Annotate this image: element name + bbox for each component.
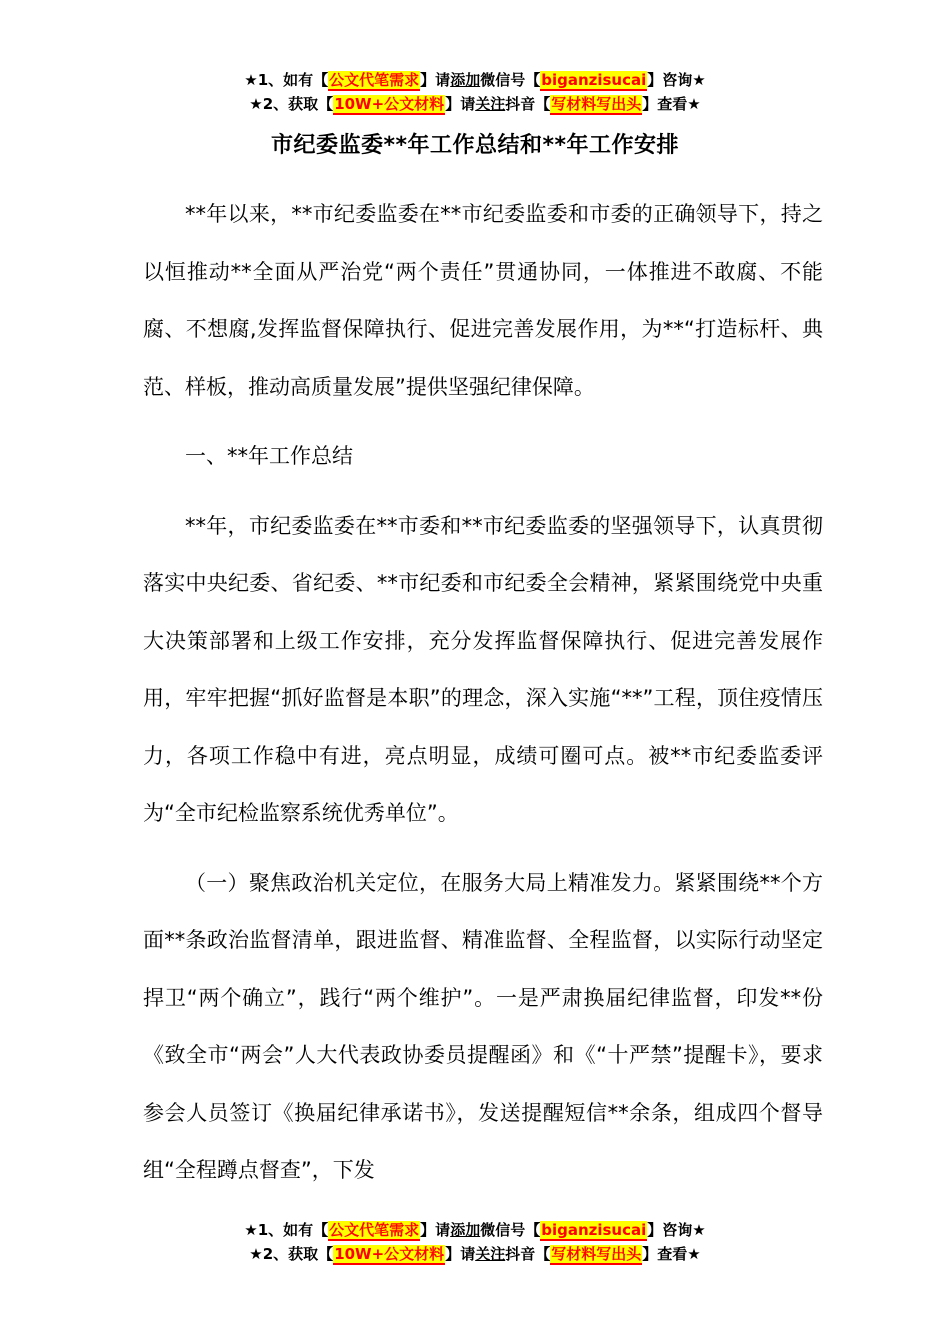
highlight-wechat-id: biganzisucai bbox=[541, 1221, 647, 1239]
promo-line-2: ★2、获取【10W+公文材料】请关注抖音【写材料写出头】查看★ bbox=[249, 1245, 701, 1263]
promo-line-1: ★1、如有【公文代笔需求】请添加微信号【biganzisucai】咨询★ bbox=[244, 71, 706, 89]
paragraph-summary: **年，市纪委监委在**市委和**市纪委监委的坚强领导下，认真贯彻落实中央纪委、省纪委、**市纪委和市纪委全会精神，紧紧围绕党中央重大决策部署和上级工作安排，充分发挥监督保障执行、促进完善发展作用，牢牢把握“抓好监督是本职”的理念，深入实施“**”工程，顶住疫情压力，各项工作稳中有进，亮点明显，成绩可圈可点。被**市纪委监委评为“全市纪检监察系统优秀单位”。 bbox=[143, 513, 823, 825]
section-heading: 一、**年工作总结 bbox=[185, 444, 353, 468]
paragraph-subsection-1: （一）聚焦政治机关定位，在服务大局上精准发力。紧紧围绕**个方面**条政治监督清单，跟进监督、精准监督、全程监督，以实际行动坚定捍卫“两个确立”，践行“两个维护”。一是严肃换届纪律监督，印发**份《致全市“两会”人大代表政协委员提醒函》和《“十严禁”提醒卡》，要求参会人员签订《换届纪律承诺书》，发送提醒短信**余条，组成四个督导组“全程蹲点督查”，下发 bbox=[143, 870, 823, 1182]
highlight-douyin-account: 写材料写出头 bbox=[551, 1245, 642, 1263]
highlight-materials: 10W+公文材料 bbox=[334, 95, 445, 113]
document-title: 市纪委监委**年工作总结和**年工作安排 bbox=[270, 133, 680, 158]
bottom-promo-banner bbox=[0, 1218, 950, 1266]
promo-line-2: ★2、获取【10W+公文材料】请关注抖音【写材料写出头】查看★ bbox=[249, 95, 701, 113]
highlight-douyin-account: 写材料写出头 bbox=[551, 95, 642, 113]
highlight-materials: 10W+公文材料 bbox=[334, 1245, 445, 1263]
top-promo-banner bbox=[0, 68, 950, 116]
paragraph-intro: **年以来，**市纪委监委在**市纪委监委和市委的正确领导下，持之以恒推动**全面从严治党“两个责任”贯通协同，一体推进不敢腐、不能腐、不想腐,发挥监督保障执行、促进完善发展作用，为**“打造标杆、典范、样板，推动高质量发展”提供坚强纪律保障。 bbox=[143, 202, 823, 399]
promo-line-1: ★1、如有【公文代笔需求】请添加微信号【biganzisucai】咨询★ bbox=[244, 1221, 706, 1239]
highlight-service: 公文代笔需求 bbox=[329, 1221, 420, 1239]
highlight-service: 公文代笔需求 bbox=[329, 71, 420, 89]
document-body bbox=[143, 186, 823, 1212]
highlight-wechat-id: biganzisucai bbox=[541, 71, 647, 89]
